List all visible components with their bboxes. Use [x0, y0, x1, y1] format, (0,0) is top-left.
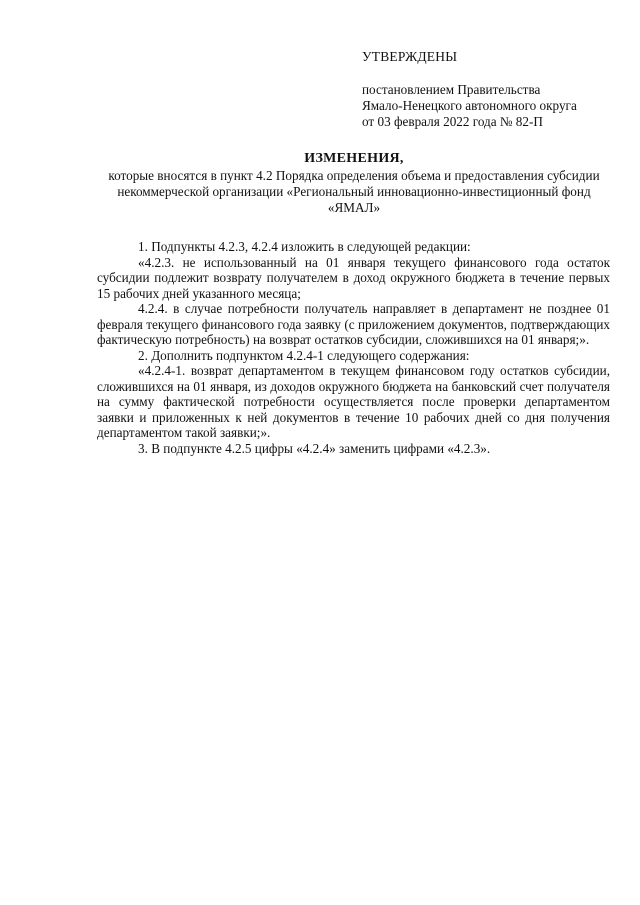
approval-line-resolution: постановлением Правительства — [362, 82, 541, 97]
document-title-block — [96, 151, 612, 216]
approval-line-authority: Ямало-Ненецкого автономного округа — [362, 98, 577, 113]
paragraph-3: 4.2.4. в случае потребности получатель направляет в департамент не позднее 01 февраля текущего финансового года заявку (с приложением документов, подтверждающих фактическую потребность) на возврат остатков субсидии, сложившихся на 01 января;». — [97, 301, 610, 347]
approval-block — [362, 49, 627, 130]
paragraph-4: 2. Дополнить подпунктом 4.2.4-1 следующего содержания: — [138, 347, 470, 363]
document-subtitle: которые вносятся в пункт 4.2 Порядка определения объема и предоставления субсидии некоммерческой организации «Региональный инновационно-инвестиционный фонд «ЯМАЛ» — [108, 168, 600, 215]
paragraph-5: «4.2.4-1. возврат департаментом в текущем финансовом году остатков субсидии, сложившихся на 01 января, из доходов окружного бюджета на банковский счет получателя на сумму фактической потребности осуществляется после проверки департаментом заявки и приложенных к ней документов в течение 10 рабочих дней со дня получения департаментом такой заявки;». — [97, 363, 610, 440]
paragraph-6: 3. В подпункте 4.2.5 цифры «4.2.4» заменить цифрами «4.2.3». — [138, 440, 491, 456]
document-heading: ИЗМЕНЕНИЯ, — [304, 151, 404, 166]
document-body — [97, 239, 610, 456]
paragraph-2: «4.2.3. не использованный на 01 января текущего финансового года остаток субсидии подлежит возврату получателем в доход окружного бюджета в течение первых 15 рабочих дней указанного месяца; — [97, 254, 610, 301]
approval-line-date: от 03 февраля 2022 года № 82-П — [362, 114, 543, 129]
paragraph-1: 1. Подпункты 4.2.3, 4.2.4 изложить в следующей редакции: — [138, 239, 471, 254]
approval-heading: УТВЕРЖДЕНЫ — [362, 49, 458, 64]
